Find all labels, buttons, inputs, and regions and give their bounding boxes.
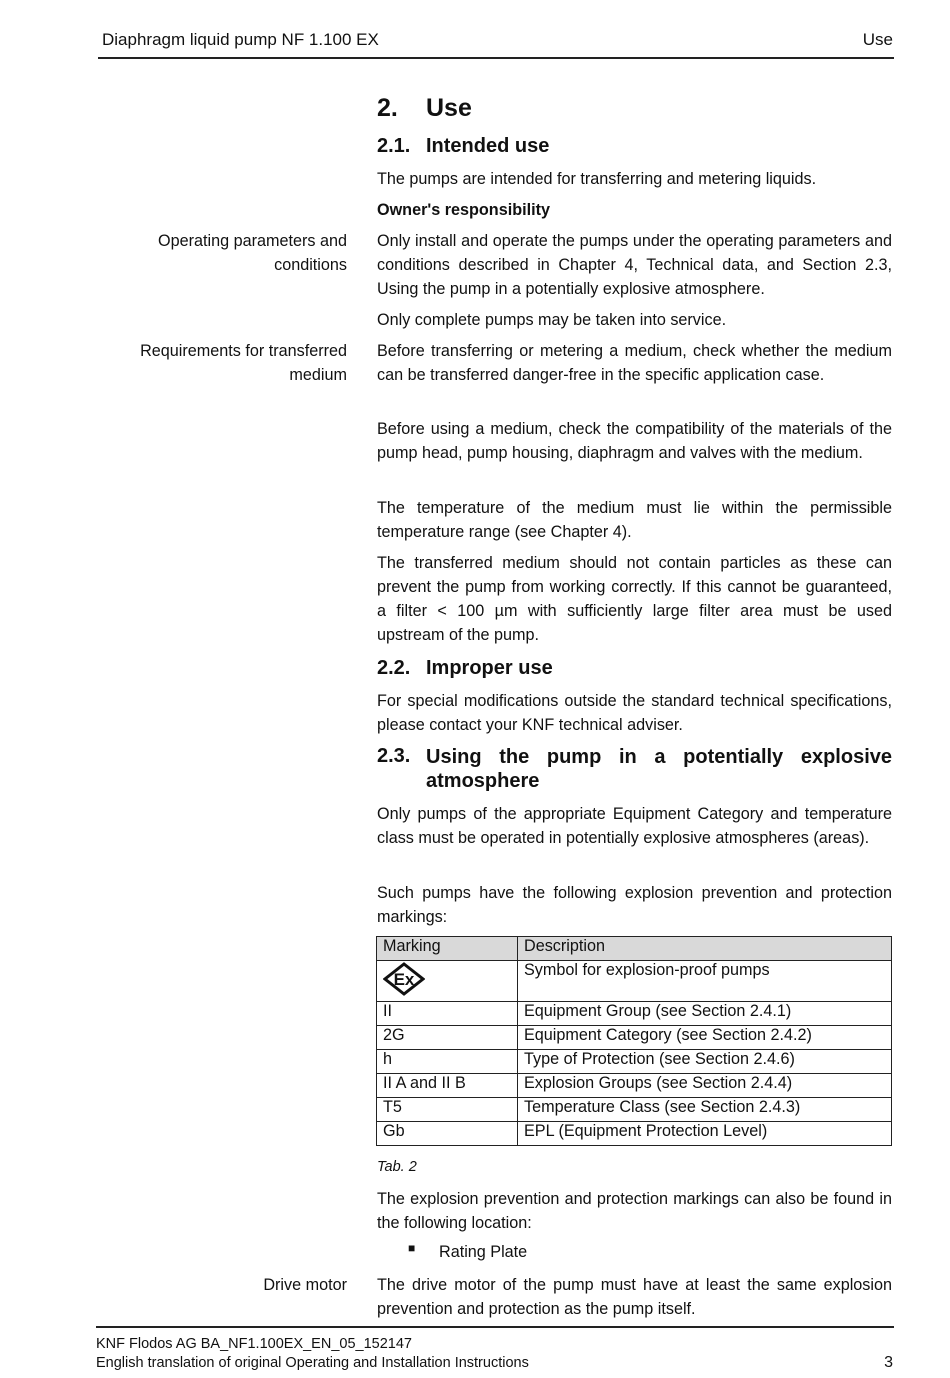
section-number: 2.1.	[377, 135, 411, 157]
table-row	[377, 1074, 892, 1098]
chapter-number: 2.	[377, 94, 398, 122]
section-2-2-heading	[377, 657, 553, 680]
footer-translation-note: English translation of original Operating and Installation Instructions	[96, 1355, 529, 1371]
section-title: Intended use	[426, 135, 550, 157]
footer-document-id: KNF Flodos AG BA_NF1.100EX_EN_05_152147	[96, 1336, 412, 1352]
owner-responsibility-heading: Owner's responsibility	[377, 201, 550, 219]
table-cell: 2G	[377, 1026, 518, 1050]
bullet-square-icon: ■	[408, 1241, 416, 1255]
table-row	[377, 961, 892, 1002]
section-2-3-heading	[377, 745, 892, 793]
ex-symbol-cell	[377, 961, 518, 1002]
header-rule	[98, 57, 894, 59]
intended-use-paragraph: The pumps are intended for transferring and metering liquids.	[377, 170, 817, 188]
section-2-1-heading	[377, 135, 549, 158]
drive-motor-paragraph: The drive motor of the pump must have at least the same explosion prevention and protection as the pump itself.	[377, 1276, 892, 1318]
markings-table	[376, 936, 892, 1146]
table-row	[377, 1098, 892, 1122]
table-cell: Temperature Class (see Section 2.4.3)	[518, 1098, 892, 1122]
margin-note-drive-motor: Drive motor	[263, 1276, 347, 1294]
chapter-heading	[377, 94, 472, 123]
column-header-description: Description	[518, 937, 892, 961]
compatibility-paragraph: Before using a medium, check the compatibility of the materials of the pump head, pump housing, diaphragm and valves with the medium.	[377, 420, 892, 462]
table-row	[377, 1122, 892, 1146]
markings-intro-paragraph: Such pumps have the following explosion prevention and protection markings:	[377, 884, 892, 926]
table-cell: II A and II B	[377, 1074, 518, 1098]
table-cell: Symbol for explosion-proof pumps	[518, 961, 892, 1002]
section-number: 2.3.	[377, 745, 411, 767]
table-cell: Gb	[377, 1122, 518, 1146]
column-header-marking: Marking	[377, 937, 518, 961]
table-cell: T5	[377, 1098, 518, 1122]
section-title: Using the pump in a potentially explosive atmosphere	[426, 746, 892, 792]
chapter-title: Use	[426, 94, 472, 122]
operating-parameters-paragraph: Only install and operate the pumps under the operating parameters and conditions described in Chapter 4, Technical data, and Section 2.3, Using the pump in a potentially explosive atmosphere.	[377, 232, 892, 298]
medium-check-paragraph: Before transferring or metering a medium, check whether the medium can be transferred danger-free in the specific application case.	[377, 342, 892, 384]
temperature-paragraph: The temperature of the medium must lie within the permissible temperature range (see Chapter 4).	[377, 499, 892, 541]
table-cell: II	[377, 1002, 518, 1026]
table-cell: h	[377, 1050, 518, 1074]
table-row	[377, 1002, 892, 1026]
svg-text:Ex: Ex	[393, 970, 415, 989]
ex-explosion-proof-icon	[383, 962, 425, 996]
markings-location-paragraph: The explosion prevention and protection markings can also be found in the following location:	[377, 1190, 892, 1232]
table-caption: Tab. 2	[377, 1159, 417, 1175]
running-header-title: Diaphragm liquid pump NF 1.100 EX	[102, 30, 379, 49]
complete-pumps-paragraph: Only complete pumps may be taken into service.	[377, 311, 727, 329]
table-cell: Equipment Category (see Section 2.4.2)	[518, 1026, 892, 1050]
table-cell: Type of Protection (see Section 2.4.6)	[518, 1050, 892, 1074]
running-header-section: Use	[862, 30, 893, 49]
section-number: 2.2.	[377, 657, 411, 679]
page-number: 3	[884, 1354, 893, 1371]
bullet-item-rating-plate: Rating Plate	[439, 1243, 528, 1261]
section-title: Improper use	[426, 657, 553, 679]
table-cell: EPL (Equipment Protection Level)	[518, 1122, 892, 1146]
table-row	[377, 1026, 892, 1050]
improper-use-paragraph: For special modifications outside the standard technical specifications, please contact your KNF technical adviser.	[377, 692, 892, 734]
equipment-category-paragraph: Only pumps of the appropriate Equipment Category and temperature class must be operated in potentially explosive atmospheres (areas).	[377, 805, 892, 847]
table-header-row	[377, 937, 892, 961]
footer-rule	[96, 1326, 894, 1328]
particles-paragraph: The transferred medium should not contain particles as these can prevent the pump from working correctly. If this cannot be guaranteed, a filter < 100 µm with sufficiently large filter area must be used upstream of the pump.	[377, 554, 892, 644]
table-row	[377, 1050, 892, 1074]
table-cell: Equipment Group (see Section 2.4.1)	[518, 1002, 892, 1026]
table-cell: Explosion Groups (see Section 2.4.4)	[518, 1074, 892, 1098]
margin-note-transferred-medium: Requirements for transferred medium	[140, 342, 347, 384]
margin-note-operating-parameters: Operating parameters and conditions	[158, 232, 347, 274]
